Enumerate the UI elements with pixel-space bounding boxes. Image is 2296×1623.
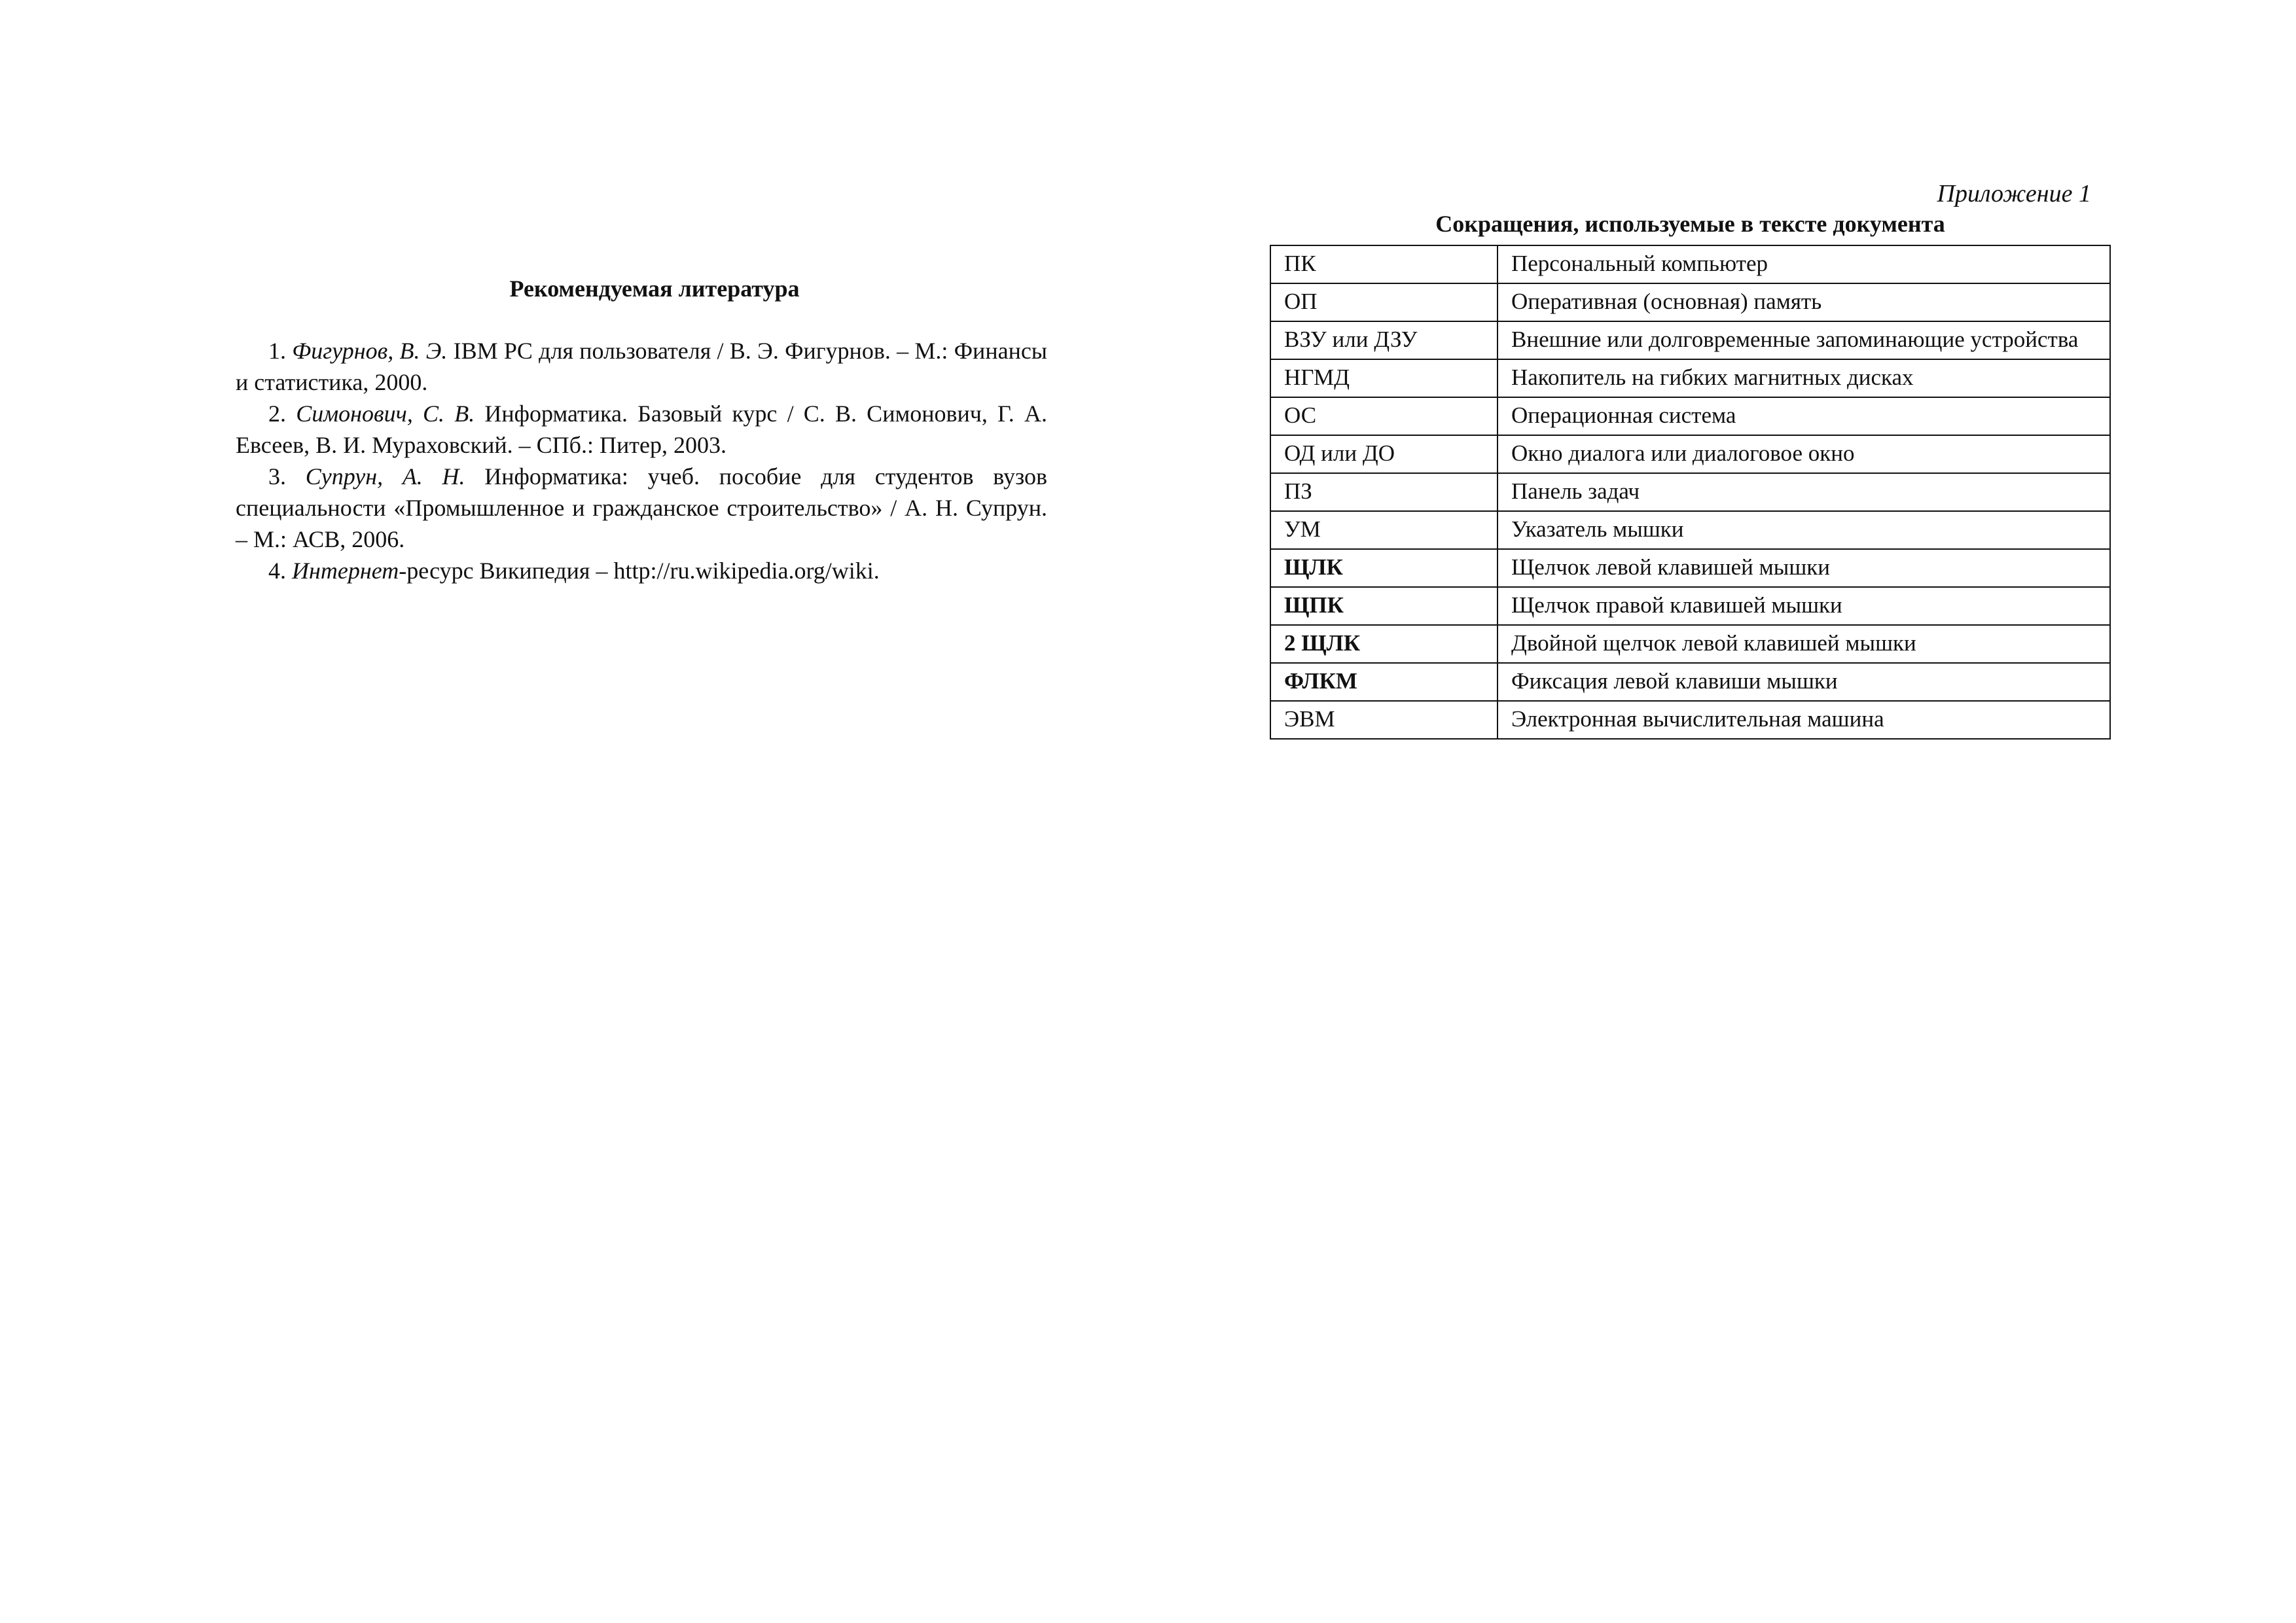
- description-cell: Фиксация левой клавиши мышки: [1498, 663, 2110, 701]
- abbreviation-cell: ЩЛК: [1270, 549, 1498, 587]
- table-title: Сокращения, используемые в тексте документа: [1435, 211, 1945, 237]
- abbreviations-table: [1270, 245, 2111, 740]
- table-row: [1270, 397, 2110, 435]
- appendix-label: Приложение 1: [1937, 180, 2091, 207]
- reference-author: Интернет: [292, 558, 399, 584]
- left-page: [236, 275, 1047, 586]
- description-cell: Персональный компьютер: [1498, 245, 2110, 283]
- description-cell: Электронная вычислительная машина: [1498, 701, 2110, 739]
- description-cell: Внешние или долговременные запоминающие устройства: [1498, 321, 2110, 359]
- abbreviation-cell: ЩПК: [1270, 587, 1498, 625]
- table-row: [1270, 587, 2110, 625]
- table-row: [1270, 511, 2110, 549]
- reference-number: 4.: [268, 558, 286, 584]
- reference-text: Информатика. Базовый курс / С. В. Симонович, Г. А. Евсеев, В. И. Мураховский. – СПб.: Питер, 2003.: [236, 401, 1047, 458]
- reference-number: 2.: [268, 401, 286, 427]
- reference-item: [236, 555, 1047, 586]
- table-row: [1270, 701, 2110, 739]
- abbreviation-cell: УМ: [1270, 511, 1498, 549]
- abbreviation-cell: ВЗУ или ДЗУ: [1270, 321, 1498, 359]
- table-row: [1270, 321, 2110, 359]
- table-row: [1270, 283, 2110, 321]
- description-cell: Окно диалога или диалоговое окно: [1498, 435, 2110, 473]
- reference-item: [236, 398, 1047, 461]
- description-cell: Указатель мышки: [1498, 511, 2110, 549]
- abbreviation-cell: ОС: [1270, 397, 1498, 435]
- abbreviation-cell: ФЛКМ: [1270, 663, 1498, 701]
- reference-text: Информатика: учеб. пособие для студентов вузов специальности «Промышленное и гражданское строительство» / А. Н. Супрун. – М.: АСВ, 2006.: [236, 463, 1047, 552]
- table-row: [1270, 473, 2110, 511]
- right-page: [1270, 178, 2111, 740]
- literature-heading: Рекомендуемая литература: [509, 276, 800, 302]
- description-cell: Двойной щелчок левой клавишей мышки: [1498, 625, 2110, 663]
- reference-item: [236, 461, 1047, 555]
- table-row: [1270, 663, 2110, 701]
- table-row: [1270, 435, 2110, 473]
- reference-number: 3.: [268, 463, 286, 490]
- table-row: [1270, 245, 2110, 283]
- table-row: [1270, 625, 2110, 663]
- description-cell: Щелчок правой клавишей мышки: [1498, 587, 2110, 625]
- abbreviation-cell: ЭВМ: [1270, 701, 1498, 739]
- reference-author: Симонович, С. В.: [296, 401, 475, 427]
- abbreviation-cell: НГМД: [1270, 359, 1498, 397]
- description-cell: Оперативная (основная) память: [1498, 283, 2110, 321]
- table-row: [1270, 549, 2110, 587]
- abbreviation-cell: ПК: [1270, 245, 1498, 283]
- reference-number: 1.: [268, 338, 286, 364]
- abbreviation-cell: ОД или ДО: [1270, 435, 1498, 473]
- description-cell: Щелчок левой клавишей мышки: [1498, 549, 2110, 587]
- abbreviation-cell: ПЗ: [1270, 473, 1498, 511]
- reference-author: Фигурнов, В. Э.: [292, 338, 448, 364]
- reference-text: -ресурс Википедия – http://ru.wikipedia.org/wiki.: [399, 558, 880, 584]
- reference-text: IBM PC для пользователя / В. Э. Фигурнов. – М.: Финансы и статистика, 2000.: [236, 338, 1047, 395]
- reference-author: Супрун, А. Н.: [305, 463, 465, 490]
- description-cell: Операционная система: [1498, 397, 2110, 435]
- reference-item: [236, 335, 1047, 398]
- abbreviation-cell: 2 ЩЛК: [1270, 625, 1498, 663]
- abbreviation-cell: ОП: [1270, 283, 1498, 321]
- description-cell: Панель задач: [1498, 473, 2110, 511]
- table-row: [1270, 359, 2110, 397]
- description-cell: Накопитель на гибких магнитных дисках: [1498, 359, 2110, 397]
